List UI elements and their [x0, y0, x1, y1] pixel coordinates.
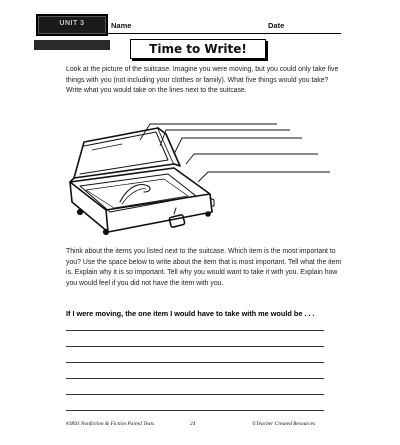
writing-line[interactable]	[66, 394, 324, 395]
page-title: Time to Write!	[130, 39, 266, 59]
writing-line[interactable]	[66, 346, 324, 347]
writing-line[interactable]	[66, 378, 324, 379]
name-date-bar	[108, 21, 341, 34]
intro-paragraph: Look at the picture of the suitcase. Imagine you were moving, but you could only take five things with you (not including your clothes or family). What five things would you take? Write what you would take on the lines next to the suitcase.	[66, 66, 339, 95]
writing-line[interactable]	[66, 410, 324, 411]
writing-prompt: If I were moving, the one item I would have to take with me would be . . .	[66, 309, 315, 318]
writing-line[interactable]	[66, 362, 324, 363]
unit-badge	[36, 14, 108, 36]
footer-copyright: ©Teacher Created Resources	[252, 421, 316, 427]
name-label: Name	[111, 21, 132, 30]
unit-badge-base	[34, 40, 110, 50]
unit-label: UNIT 3	[59, 20, 85, 27]
suitcase-illustration	[62, 116, 342, 246]
date-label: Date	[268, 21, 285, 30]
writing-line[interactable]	[66, 330, 324, 331]
instructions-paragraph: Think about the items you listed next to the suitcase. Which item is the most important to you? Use the space below to write about the item that is most important. Tell what the item is. Explain why it is so important. Tell why you would want to take it with you. Explain how you would feel if you did not have the item with you.	[66, 248, 342, 287]
footer-book-title: #3893 Nonfiction & Fiction Paired Texts	[66, 421, 155, 427]
footer-page-number: 24	[190, 421, 196, 427]
